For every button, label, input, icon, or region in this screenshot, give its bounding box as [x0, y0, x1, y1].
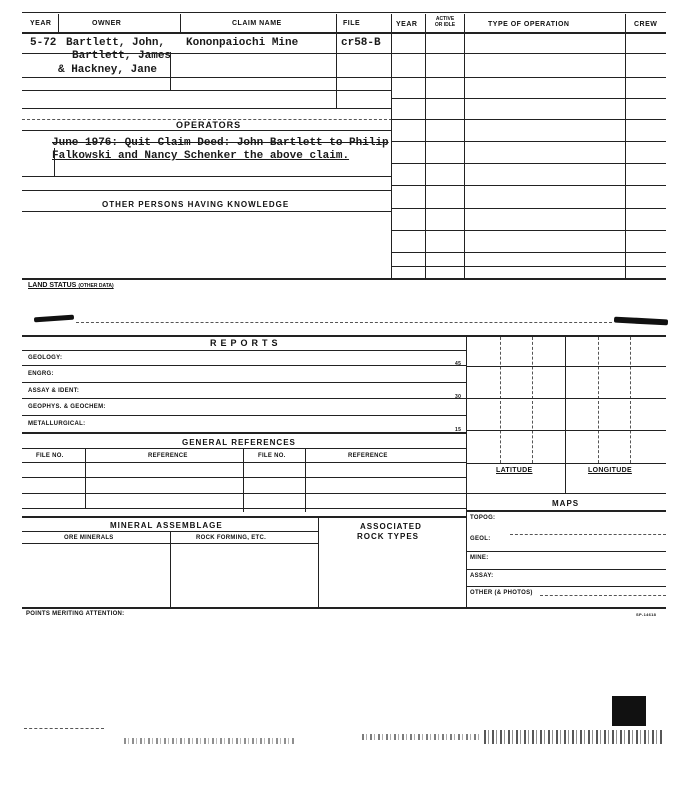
genref-col-reference-1: REFERENCE [148, 453, 188, 459]
smudge-right [614, 317, 668, 326]
genref-col-file-no-1: FILE NO. [36, 453, 64, 459]
form-number: SP-14618 [636, 612, 657, 617]
header-file: FILE [343, 20, 361, 27]
report-metallurgical: METALLURGICAL: [28, 421, 86, 427]
report-mark-30: 30 [455, 394, 462, 400]
genref-col-file-no-2: FILE NO. [258, 453, 286, 459]
reports-title: REPORTS [210, 338, 282, 348]
record-claim-name: Kononpaiochi Mine [186, 37, 299, 49]
scan-noise-3 [484, 730, 664, 744]
maps-assay: ASSAY: [470, 573, 494, 579]
associated-rock-types-line-1: ASSOCIATED [360, 522, 422, 531]
report-mark-45: 45 [455, 361, 462, 367]
header-type-of-operation: TYPE OF OPERATION [488, 21, 570, 28]
record-owner-2: Bartlett, James [72, 50, 172, 62]
header-year: YEAR [30, 20, 52, 27]
mineral-assemblage-title: MINERAL ASSEMBLAGE [110, 521, 223, 530]
report-engrg: ENGRG: [28, 371, 54, 377]
ore-minerals-header: ORE MINERALS [64, 535, 114, 541]
header-active-or-idle [429, 16, 461, 28]
land-status [28, 282, 114, 289]
header-claim-name: CLAIM NAME [232, 20, 282, 27]
report-geology: GEOLOGY: [28, 355, 63, 361]
other-persons-title: OTHER PERSONS HAVING KNOWLEDGE [102, 200, 290, 209]
scan-noise-1 [124, 738, 294, 744]
rock-forming-header: ROCK FORMING, ETC. [196, 535, 267, 541]
points-meriting-attention: POINTS MERITING ATTENTION: [26, 611, 125, 617]
report-geophys-geochem: GEOPHYS. & GEOCHEM: [28, 404, 106, 410]
header-active: ACTIVE [435, 16, 455, 22]
operators-title: OPERATORS [176, 120, 242, 130]
header-owner: OWNER [92, 20, 122, 27]
land-status-sub: (OTHER DATA) [78, 283, 114, 289]
maps-title: MAPS [552, 499, 580, 508]
header-year-2: YEAR [396, 21, 418, 28]
operators-entry-line-1: June 1976: Quit Claim Deed: John Bartlett to Philip [52, 137, 389, 149]
report-assay-ident: ASSAY & IDENT: [28, 388, 80, 394]
maps-other-photos: OTHER (& PHOTOS) [470, 590, 533, 596]
general-references-title: GENERAL REFERENCES [182, 438, 296, 447]
record-owner-3: & Hackney, Jane [58, 64, 158, 76]
latitude-label: LATITUDE [496, 467, 533, 474]
scan-noise-2 [362, 734, 482, 740]
maps-topog: TOPOG: [470, 515, 496, 521]
smudge-left [34, 315, 74, 323]
scan-blot [612, 696, 646, 726]
longitude-label: LONGITUDE [588, 467, 632, 474]
maps-geol: GEOL: [470, 536, 491, 542]
record-file: cr58-B [341, 37, 381, 49]
maps-mine: MINE: [470, 555, 489, 561]
land-status-label: LAND STATUS [28, 282, 77, 289]
report-mark-15: 15 [455, 427, 462, 433]
header-crew: CREW [634, 21, 658, 28]
genref-col-reference-2: REFERENCE [348, 453, 388, 459]
header-or-idle: OR IDLE [434, 22, 456, 28]
operators-entry-line-2: Falkowski and Nancy Schenker the above claim. [52, 150, 350, 162]
record-year: 5-72 [30, 37, 57, 49]
record-owner-1: Bartlett, John, [66, 37, 166, 49]
associated-rock-types-line-2: ROCK TYPES [357, 532, 420, 541]
